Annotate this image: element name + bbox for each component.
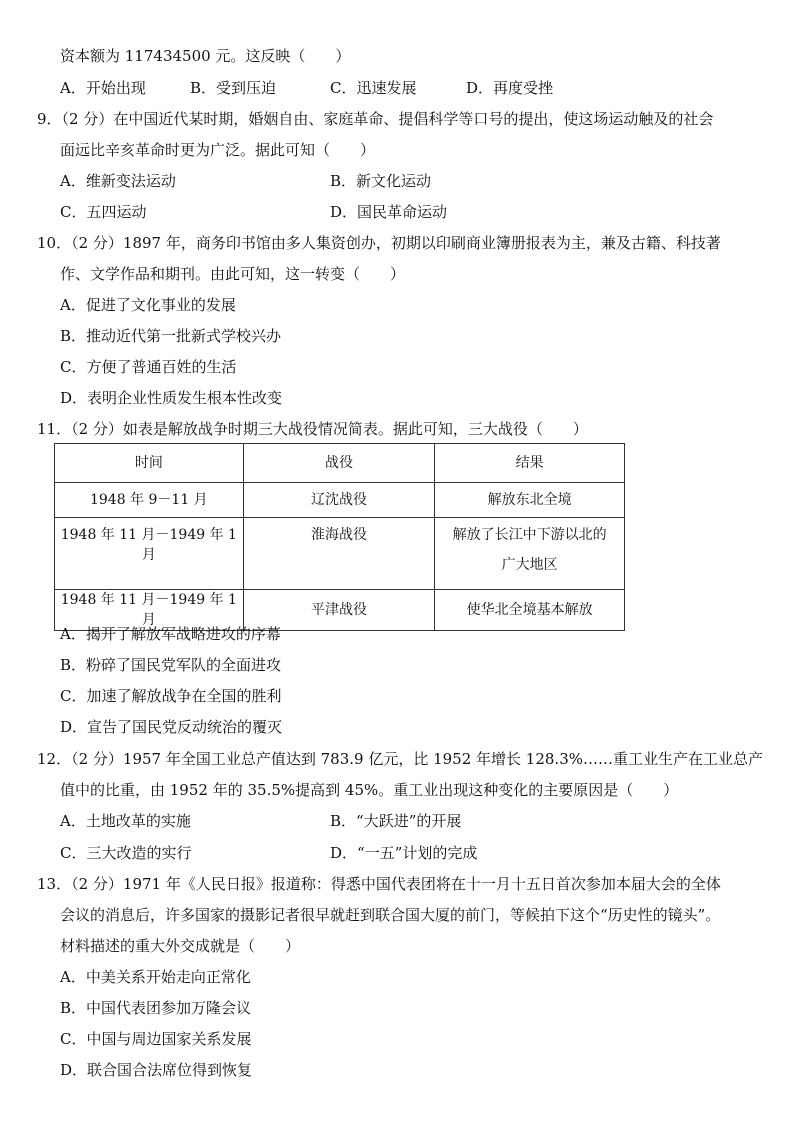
table-cell-result-line-1: 解放了长江中下游以北的 [452,527,607,543]
q9-stem-line-2: 面远比辛亥革命时更为广泛。据此可知（ ） [60,141,376,159]
q13-option-b[interactable]: B．中国代表团参加万隆会议 [60,999,252,1017]
q9-option-a[interactable]: A．维新变法运动 [60,172,176,190]
table-cell-campaign: 淮海战役 [243,518,435,590]
q13-stem-line-1: 13．（2 分）1971 年《人民日报》报道称：得悉中国代表团将在十一月十五日首次参加本届大会的全体 [37,875,721,893]
q9-option-d[interactable]: D．国民革命运动 [330,203,448,221]
q8-option-b[interactable]: B．受到压迫 [190,79,277,97]
q10-stem-line-2: 作、文学作品和期刊。由此可知，这一转变（ ） [60,265,406,283]
q12-option-b[interactable]: B．“大跃进”的开展 [330,812,462,830]
q13-option-d[interactable]: D．联合国合法席位得到恢复 [60,1061,253,1079]
q8-stem-continuation: 资本额为 117434500 元。这反映（ ） [60,47,351,65]
table-cell-campaign: 平津战役 [243,590,435,631]
q13-option-a[interactable]: A．中美关系开始走向正常化 [60,968,251,986]
q11-stem: 11．（2 分）如表是解放战争时期三大战役情况简表。据此可知，三大战役（ ） [37,420,588,438]
q13-option-c[interactable]: C．中国与周边国家关系发展 [60,1030,252,1048]
campaigns-table [54,443,625,631]
table-cell-result: 使华北全境基本解放 [435,590,625,631]
q10-option-d[interactable]: D．表明企业性质发生根本性改变 [60,389,283,407]
table-cell-result [435,518,625,590]
q11-option-b[interactable]: B．粉碎了国民党军队的全面进攻 [60,656,282,674]
q10-stem-line-1: 10．（2 分）1897 年，商务印书馆由多人集资创办，初期以印刷商业簿册报表为主，兼及古籍、科技著 [37,234,721,252]
q8-option-a[interactable]: A．开始出现 [60,79,146,97]
q9-option-b[interactable]: B．新文化运动 [330,172,432,190]
table-header-time: 时间 [55,444,244,483]
q11-option-a[interactable]: A．揭开了解放军战略进攻的序幕 [60,625,281,643]
q11-option-c[interactable]: C．加速了解放战争在全国的胜利 [60,687,282,705]
q12-stem-line-2: 值中的比重，由 1952 年的 35.5%提高到 45%。重工业出现这种变化的主要原因是（ ） [60,781,679,799]
q10-option-c[interactable]: C．方便了普通百姓的生活 [60,358,237,376]
table-cell-time: 1948 年 11 月－1949 年 1 月 [55,590,244,631]
q13-stem-line-3: 材料描述的重大外交成就是（ ） [60,937,301,955]
q10-option-a[interactable]: A．促进了文化事业的发展 [60,296,236,314]
q12-stem-line-1: 12．（2 分）1957 年全国工业总产值达到 783.9 亿元，比 1952 年增长 128.3%……重工业生产在工业总产 [37,750,763,768]
table-cell-time: 1948 年 9－11 月 [55,483,244,518]
q13-stem-line-2: 会议的消息后，许多国家的摄影记者很早就赶到联合国大厦的前门，等候拍下这个“历史性的镜头”。 [60,906,721,924]
q12-option-a[interactable]: A．土地改革的实施 [60,812,191,830]
table-cell-result: 解放东北全境 [435,483,625,518]
q12-option-c[interactable]: C．三大改造的实行 [60,844,192,862]
table-header-result: 结果 [435,444,625,483]
table-cell-time: 1948 年 11 月－1949 年 1 月 [55,518,244,590]
q9-option-c[interactable]: C．五四运动 [60,203,147,221]
table-row [55,483,625,518]
q10-option-b[interactable]: B．推动近代第一批新式学校兴办 [60,327,282,345]
table-header-row [55,444,625,483]
table-row [55,518,625,590]
q8-option-d[interactable]: D．再度受挫 [466,79,554,97]
q9-stem-line-1: 9．（2 分）在中国近代某时期，婚姻自由、家庭革命、提倡科学等口号的提出，使这场运动触及的社会 [37,110,714,128]
q12-option-d[interactable]: D．“一五”计划的完成 [330,844,478,862]
table-header-campaign: 战役 [243,444,435,483]
table-cell-result-line-2: 广大地区 [501,557,558,573]
table-cell-campaign: 辽沈战役 [243,483,435,518]
q11-option-d[interactable]: D．宣告了国民党反动统治的覆灭 [60,718,283,736]
q8-option-c[interactable]: C．迅速发展 [330,79,417,97]
